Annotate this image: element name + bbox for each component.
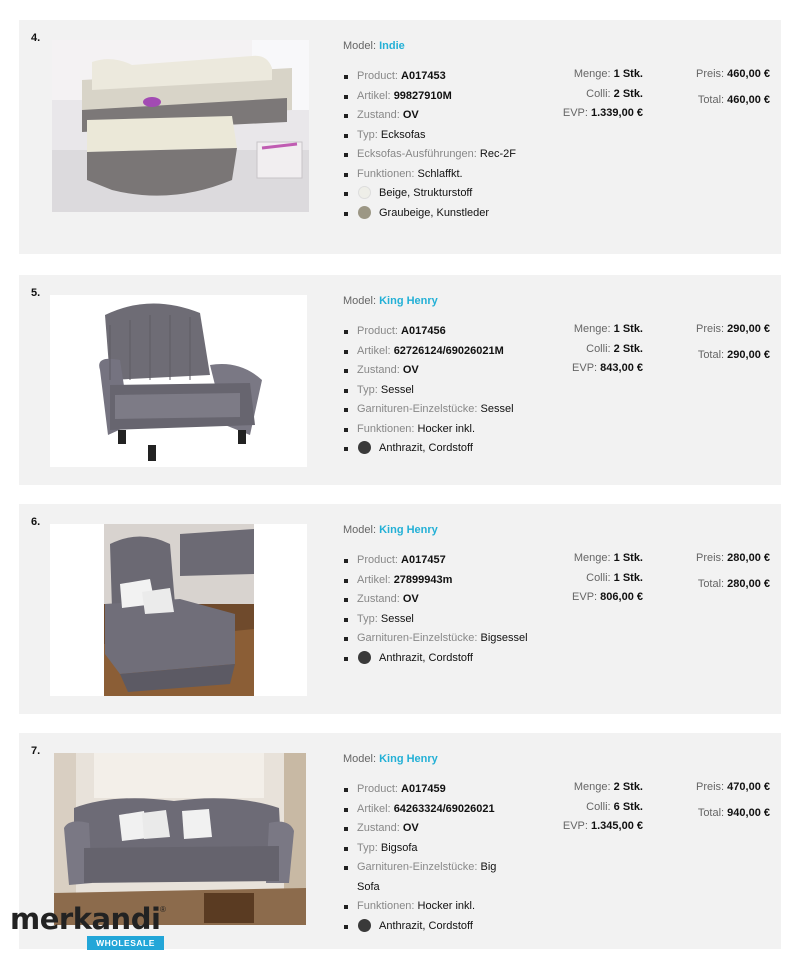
preis-row — [659, 65, 770, 85]
color-option — [343, 204, 543, 224]
menge-label: Menge: — [573, 552, 611, 564]
menge-row — [539, 549, 643, 569]
total-row — [659, 346, 770, 366]
registered-mark: ® — [160, 905, 166, 914]
preis-row — [659, 320, 770, 340]
spec-value: Bigsofa — [380, 841, 418, 854]
colli-row — [539, 85, 643, 105]
colli-label: Colli: — [586, 571, 611, 584]
spec-label: Typ: — [357, 128, 378, 141]
color-swatch-icon — [358, 186, 371, 199]
spec-label: Typ: — [357, 383, 378, 396]
color-option — [343, 649, 553, 669]
product-photo-big-sofa[interactable] — [54, 753, 306, 925]
evp-row — [539, 817, 643, 837]
price-block — [659, 320, 770, 365]
menge-value: 2 Stk. — [613, 781, 643, 793]
spec-value: Sessel — [480, 403, 514, 415]
spec-list — [343, 67, 543, 223]
logo-wordmark: merkandi — [10, 902, 161, 936]
spec-label: Artikel: — [357, 89, 391, 102]
colli-label: Colli: — [586, 342, 611, 355]
quantity-block — [539, 65, 643, 124]
product-card — [19, 20, 781, 254]
preis-value: 290,00 € — [727, 323, 770, 335]
spec-einzelstuecke — [343, 400, 543, 420]
color-name: Anthrazit, Cordstoff — [379, 442, 473, 454]
spec-value: 62726124/69026021M — [393, 344, 504, 357]
spec-value: Hocker inkl. — [417, 900, 476, 912]
item-number: 4. — [31, 32, 41, 44]
spec-value: OV — [402, 822, 419, 834]
spec-value: Ecksofas — [380, 128, 426, 141]
total-value: 460,00 € — [727, 93, 770, 106]
product-photo-big-armchair[interactable] — [50, 524, 307, 696]
spec-ausfuehrungen — [343, 145, 543, 165]
color-swatch-icon — [358, 651, 371, 664]
spec-artikel — [343, 800, 503, 820]
colli-value: 2 Stk. — [613, 342, 643, 355]
menge-row — [539, 778, 643, 798]
spec-value: A017453 — [401, 70, 446, 82]
spec-label: Artikel: — [357, 802, 391, 815]
evp-value: 1.345,00 € — [591, 820, 643, 832]
spec-artikel — [343, 571, 553, 591]
evp-value: 843,00 € — [600, 362, 643, 374]
spec-zustand — [343, 361, 543, 381]
model-label: Model: — [343, 753, 377, 765]
spec-typ — [343, 839, 503, 859]
evp-label: EVP: — [572, 362, 598, 374]
spec-label: Garnituren-Einzelstücke: — [357, 861, 478, 873]
spec-label: Artikel: — [357, 573, 391, 586]
spec-value: Hocker inkl. — [417, 422, 476, 435]
preis-row — [659, 778, 770, 798]
total-label: Total: — [697, 93, 725, 106]
spec-product — [343, 780, 503, 800]
spec-value: A017457 — [401, 554, 446, 566]
item-number: 5. — [31, 287, 41, 299]
spec-zustand — [343, 106, 543, 126]
spec-label: Product: — [357, 70, 398, 82]
spec-typ — [343, 381, 543, 401]
spec-label: Zustand: — [357, 593, 400, 605]
model-name[interactable]: King Henry — [379, 524, 438, 536]
menge-label: Menge: — [573, 68, 611, 80]
spec-label: Zustand: — [357, 109, 400, 121]
color-name: Anthrazit, Cordstoff — [379, 651, 473, 664]
spec-value: OV — [402, 109, 419, 121]
model-line — [343, 753, 438, 765]
spec-value: Sessel — [380, 383, 414, 396]
spec-label: Funktionen: — [357, 422, 415, 435]
colli-value: 2 Stk. — [613, 87, 643, 100]
spec-product — [343, 322, 543, 342]
spec-zustand — [343, 819, 503, 839]
spec-artikel — [343, 342, 543, 362]
preis-label: Preis: — [695, 781, 725, 793]
color-name: Graubeige, Kunstleder — [379, 206, 490, 219]
colli-label: Colli: — [586, 800, 611, 813]
spec-value: 64263324/69026021 — [393, 802, 495, 815]
evp-label: EVP: — [562, 820, 588, 832]
colli-value: 6 Stk. — [613, 800, 643, 813]
colli-label: Colli: — [586, 87, 611, 100]
spec-value: Big Sofa — [357, 861, 497, 893]
wholesale-badge: WHOLESALE — [87, 936, 164, 950]
color-name: Anthrazit, Cordstoff — [379, 919, 473, 932]
spec-list — [343, 322, 543, 459]
spec-label: Artikel: — [357, 344, 391, 357]
spec-typ — [343, 610, 553, 630]
spec-einzelstuecke — [343, 629, 553, 649]
total-value: 290,00 € — [727, 348, 770, 361]
spec-label: Typ: — [357, 612, 378, 625]
spec-label: Zustand: — [357, 822, 400, 834]
evp-value: 806,00 € — [600, 591, 643, 603]
model-label: Model: — [343, 524, 377, 536]
price-block — [659, 778, 770, 823]
spec-label: Typ: — [357, 841, 378, 854]
menge-label: Menge: — [573, 323, 611, 335]
model-line — [343, 524, 438, 536]
total-value: 280,00 € — [727, 577, 770, 590]
menge-value: 1 Stk. — [613, 552, 643, 564]
product-photo-corner-sofa[interactable] — [52, 40, 309, 212]
colli-row — [539, 340, 643, 360]
menge-row — [539, 320, 643, 340]
spec-zustand — [343, 590, 553, 610]
colli-row — [539, 569, 643, 589]
spec-list — [343, 780, 503, 936]
spec-list — [343, 551, 553, 668]
total-row — [659, 804, 770, 824]
spec-label: Ecksofas-Ausführungen: — [357, 148, 477, 160]
item-number: 7. — [31, 745, 41, 757]
price-block — [659, 549, 770, 594]
color-option — [343, 917, 503, 937]
total-label: Total: — [697, 577, 725, 590]
spec-label: Funktionen: — [357, 167, 415, 180]
evp-row — [539, 359, 643, 379]
model-line — [343, 40, 405, 52]
model-label: Model: — [343, 40, 377, 52]
spec-funktionen — [343, 165, 543, 185]
spec-value: OV — [402, 593, 419, 605]
total-value: 940,00 € — [727, 806, 770, 819]
spec-value: 27899943m — [393, 573, 453, 586]
menge-value: 1 Stk. — [613, 323, 643, 335]
spec-value: Schlaffkt. — [417, 167, 463, 180]
colli-value: 1 Stk. — [613, 571, 643, 584]
spec-value: OV — [402, 364, 419, 376]
evp-label: EVP: — [562, 107, 588, 119]
item-number: 6. — [31, 516, 41, 528]
spec-value: A017456 — [401, 325, 446, 337]
spec-label: Funktionen: — [357, 900, 415, 912]
spec-funktionen — [343, 420, 543, 440]
quantity-block — [539, 778, 643, 837]
spec-artikel — [343, 87, 543, 107]
preis-value: 280,00 € — [727, 552, 770, 564]
total-row — [659, 575, 770, 595]
evp-row — [539, 104, 643, 124]
spec-value: Bigsessel — [480, 632, 528, 644]
colli-row — [539, 798, 643, 818]
menge-label: Menge: — [573, 781, 611, 793]
spec-label: Garnituren-Einzelstücke: — [357, 403, 478, 415]
model-name[interactable]: King Henry — [379, 753, 438, 765]
price-block — [659, 65, 770, 110]
spec-label: Product: — [357, 783, 398, 795]
product-card — [19, 504, 781, 714]
color-swatch-icon — [358, 919, 371, 932]
color-option — [343, 184, 543, 204]
preis-label: Preis: — [695, 323, 725, 335]
preis-value: 460,00 € — [727, 68, 770, 80]
quantity-block — [539, 320, 643, 379]
spec-value: Sessel — [380, 612, 414, 625]
spec-typ — [343, 126, 543, 146]
preis-row — [659, 549, 770, 569]
color-name: Beige, Strukturstoff — [379, 187, 473, 199]
spec-product — [343, 67, 543, 87]
merkandi-logo — [10, 903, 170, 953]
preis-value: 470,00 € — [727, 781, 770, 793]
spec-value: A017459 — [401, 783, 446, 795]
preis-label: Preis: — [695, 552, 725, 564]
total-label: Total: — [697, 348, 725, 361]
quantity-block — [539, 549, 643, 608]
evp-label: EVP: — [572, 591, 598, 603]
spec-label: Garnituren-Einzelstücke: — [357, 632, 478, 644]
spec-value: Rec-2F — [479, 148, 516, 160]
product-photo-wing-chair[interactable] — [50, 295, 307, 467]
evp-value: 1.339,00 € — [591, 107, 643, 119]
evp-row — [539, 588, 643, 608]
color-swatch-icon — [358, 441, 371, 454]
total-label: Total: — [697, 806, 725, 819]
model-label: Model: — [343, 295, 377, 307]
spec-value: 99827910M — [393, 89, 452, 102]
spec-label: Product: — [357, 554, 398, 566]
spec-product — [343, 551, 553, 571]
model-name[interactable]: King Henry — [379, 295, 438, 307]
color-swatch-icon — [358, 206, 371, 219]
menge-row — [539, 65, 643, 85]
color-option — [343, 439, 543, 459]
spec-einzelstuecke — [343, 858, 503, 897]
total-row — [659, 91, 770, 111]
preis-label: Preis: — [695, 68, 725, 80]
spec-funktionen — [343, 897, 503, 917]
product-card — [19, 275, 781, 485]
spec-label: Zustand: — [357, 364, 400, 376]
menge-value: 1 Stk. — [613, 68, 643, 80]
model-line — [343, 295, 438, 307]
spec-label: Product: — [357, 325, 398, 337]
model-name[interactable]: Indie — [379, 40, 405, 52]
